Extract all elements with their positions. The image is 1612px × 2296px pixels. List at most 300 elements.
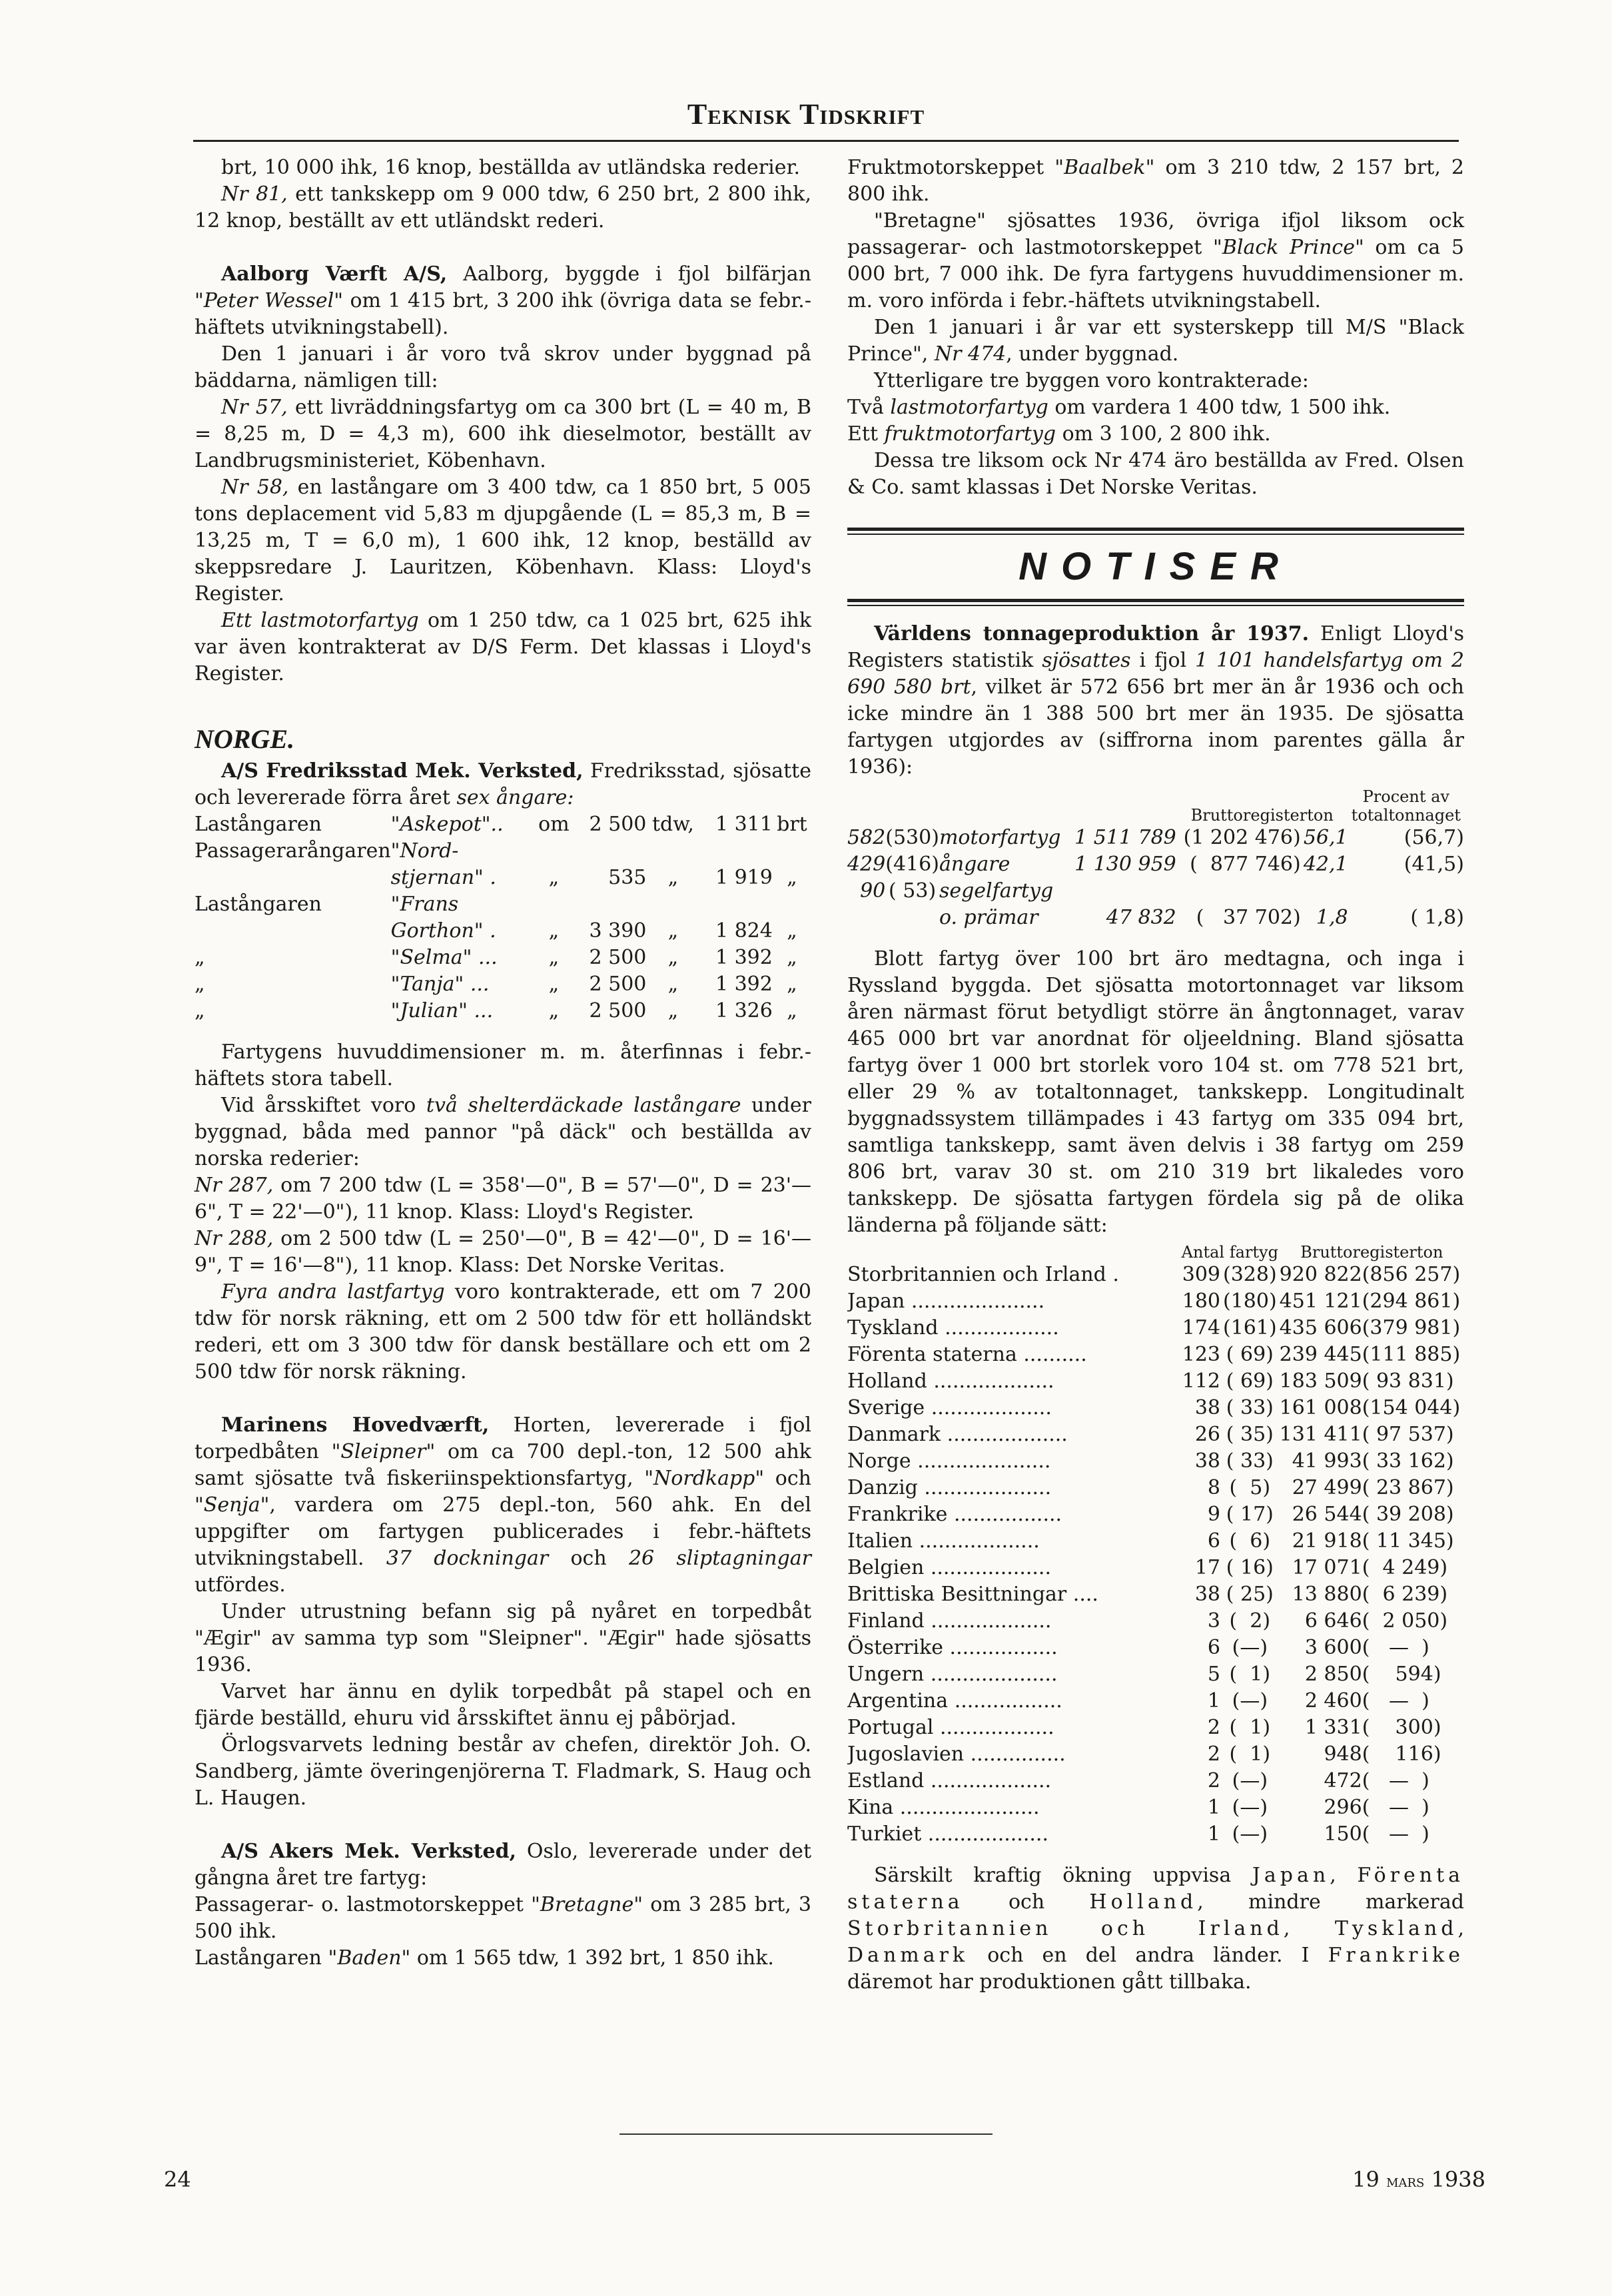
unit: brt xyxy=(777,813,807,836)
paragraph-fredriksstad: A/S Fredriksstad Mek. Verksted, Fredriksstad, sjösatte och levererade förra året sex ångare: xyxy=(195,759,811,809)
paragraph: Örlogsvarvets ledning består av chefen, direktör Joh. O. Sandberg, jämte överingenjörerna T. Fladmark, S. Haug och L. Haugen. xyxy=(195,1733,811,1810)
country-name xyxy=(847,1288,1180,1315)
ship-name: "Selma" ... xyxy=(390,946,498,969)
double-rule-bottom xyxy=(847,599,1464,606)
brt-1936 xyxy=(1176,878,1301,905)
leader-dots: .................. xyxy=(933,1716,1054,1739)
table-row xyxy=(847,878,1464,905)
notiser-header xyxy=(847,528,1464,606)
brt-1937: 3 600 xyxy=(1304,1636,1362,1659)
country-name xyxy=(847,1315,1180,1341)
country-name xyxy=(847,1555,1180,1581)
ship-count-1936: (—) xyxy=(1232,1769,1268,1792)
ship-type xyxy=(195,865,391,891)
country-name xyxy=(847,1421,1180,1448)
ship-count-1936: (—) xyxy=(1232,1796,1268,1819)
table-row xyxy=(195,865,811,891)
brt-1936: (1 202 476) xyxy=(1183,826,1301,849)
leader-dots: ..................... xyxy=(911,1449,1051,1473)
ship-count-1936: ( 1) xyxy=(1229,1716,1271,1739)
ship-name: "Julian" ... xyxy=(390,999,494,1022)
ship-count-1936: ( 6) xyxy=(1229,1529,1271,1553)
table-row xyxy=(847,1555,1464,1581)
ship-count-1937: 1 xyxy=(1207,1796,1220,1819)
count-1936: (530) xyxy=(885,826,939,849)
brt-1937: 435 606 xyxy=(1279,1316,1362,1339)
country-name xyxy=(847,1715,1180,1741)
pct-1937 xyxy=(1301,878,1348,905)
brt-1937: 17 071 xyxy=(1292,1556,1362,1579)
ship-count-1937: 112 xyxy=(1182,1369,1220,1393)
country-label: Belgien xyxy=(847,1556,925,1579)
paragraph: Nr 58, en lastångare om 3 400 tdw, ca 1 850 brt, 5 005 tons deplacement vid 5,83 m djupgående (L = 85,3 m, B = 13,25 m, T = 6,0 m), 1 600 ihk, 12 knop, beställd av skeppsredare J. Lauritzen, Köbenhavn. Klass: Lloyd's Register. xyxy=(195,476,812,605)
brt-1937: 27 499 xyxy=(1292,1476,1362,1499)
paragraph: Dessa tre liksom ock Nr 474 äro beställda av Fred. Olsen & Co. samt klassas i Det Norske Veritas. xyxy=(847,449,1464,499)
table-row xyxy=(847,1688,1464,1715)
ship-count-1937: 3 xyxy=(1207,1609,1220,1633)
country-name xyxy=(847,1528,1180,1555)
ship-count-1937: 26 xyxy=(1194,1423,1220,1446)
unit xyxy=(773,838,811,865)
leader-dots: .... xyxy=(1066,1583,1098,1606)
brt-1936: ( 93 831) xyxy=(1362,1369,1454,1393)
table-row xyxy=(847,825,1464,851)
ditto: „ xyxy=(548,919,560,943)
ship-count-1936: ( 1) xyxy=(1229,1663,1271,1686)
brt-1937: 41 993 xyxy=(1292,1449,1362,1473)
brt-1937 xyxy=(1068,878,1176,905)
table-row xyxy=(847,1475,1464,1501)
ship-count-1936: ( 69) xyxy=(1226,1343,1274,1366)
paragraph: Ytterligare tre byggen voro kontrakterade: xyxy=(874,369,1309,392)
country-label: Kina xyxy=(847,1796,894,1819)
ship-count-1937: 17 xyxy=(1194,1556,1220,1579)
count-1937: 429 xyxy=(847,853,886,876)
ship-count-1936: ( 5) xyxy=(1229,1476,1271,1499)
leader-dots: ................. xyxy=(948,1689,1062,1713)
left-column xyxy=(195,155,811,1972)
brt-1937: 26 544 xyxy=(1292,1503,1362,1526)
brt-1937: 161 008 xyxy=(1279,1396,1362,1419)
tdw-value: 3 390 xyxy=(589,919,647,943)
country-label: Storbritannien och Irland . xyxy=(847,1263,1119,1286)
paragraph: Fyra andra lastfartyg voro kontrakterade, ett om 7 200 tdw för norsk räkning, ett om 2 500 tdw för ett holländskt rederi, ett om 3 300 tdw för dansk beställare och ett om 2 500 tdw för norsk räkning. xyxy=(195,1280,812,1383)
country-label: Holland xyxy=(847,1369,927,1393)
paragraph: Vid årsskiftet voro två shelterdäckade lastångare under byggnad, båda med pannor "på däck" och beställda av norska rederier: xyxy=(195,1094,811,1170)
paragraph: "Bretagne" sjösattes 1936, övriga ifjol liksom ock passagerar- och lastmotorskeppet "Black Prince" om ca 5 000 brt, 7 000 ihk. De fyra fartygens huvuddimensioner m. m. voro införda i febr.-häftets utvikningstabell. xyxy=(847,209,1465,312)
unit: „ xyxy=(667,866,679,889)
count-1936 xyxy=(885,905,939,931)
ship-type: „ xyxy=(195,972,205,996)
ship-count-1937: 38 xyxy=(1194,1583,1220,1606)
paragraph: Nr 81, ett tankskepp om 9 000 tdw, 6 250 brt, 2 800 ihk, 12 knop, beställt av ett utländskt rederi. xyxy=(195,183,811,232)
table-row xyxy=(847,1528,1464,1555)
brt-1937: 451 121 xyxy=(1279,1290,1362,1313)
brt-1936: ( 23 867) xyxy=(1362,1476,1454,1499)
brt-1937: 131 411 xyxy=(1279,1423,1362,1446)
ship-count-1937: 2 xyxy=(1207,1742,1220,1766)
ditto: „ xyxy=(548,946,560,969)
table-row xyxy=(847,1715,1464,1741)
country-label: Sverige xyxy=(847,1396,925,1419)
brt-1936: (294 861) xyxy=(1362,1290,1461,1313)
ship-count-1937: 1 xyxy=(1207,1822,1220,1846)
brt-1937: 296 xyxy=(1324,1796,1362,1819)
ship-kind: ångare xyxy=(939,853,1010,876)
table-row xyxy=(847,1368,1464,1395)
masthead-title: Teknisk Tidskrift xyxy=(687,98,925,131)
tdw-value: 2 500 xyxy=(589,946,647,969)
ship-name: "Frans xyxy=(390,893,459,916)
ship-count-1936: ( 16) xyxy=(1226,1556,1274,1579)
country-name xyxy=(847,1635,1180,1661)
country-name xyxy=(847,1341,1180,1368)
table-row xyxy=(195,945,811,971)
brt-1936: ( 33 162) xyxy=(1362,1449,1454,1473)
ship-count-1937: 309 xyxy=(1182,1263,1220,1286)
ship-name: "Nord- xyxy=(390,839,459,863)
brt-1936: (379 981) xyxy=(1362,1316,1461,1339)
brt-value: 1 311 xyxy=(715,813,773,836)
table-row xyxy=(847,1768,1464,1794)
brt-value: 1 919 xyxy=(715,866,773,889)
leader-dots: ..................... xyxy=(905,1290,1045,1313)
paragraph: Ett lastmotorfartyg om 1 250 tdw, ca 1 025 brt, 625 ihk var även kontrakterat av D/S Ferm. Det klassas i Lloyd's Register. xyxy=(195,609,811,685)
ship-count-1936: ( 33) xyxy=(1226,1396,1274,1419)
ship-name: stjernan" . xyxy=(390,866,496,889)
ditto: „ xyxy=(548,999,560,1022)
leader-dots: ................... xyxy=(941,1423,1068,1446)
paragraph: Nr 287, om 7 200 tdw (L = 358'—0", B = 57'—0", D = 23'—6", T = 22'—0"), 11 knop. Klass: Lloyd's Register. xyxy=(195,1174,811,1224)
brt-1937: 2 850 xyxy=(1304,1663,1362,1686)
ditto xyxy=(534,891,574,918)
ship-type: Lastångaren xyxy=(195,893,322,916)
ship-count-1937: 5 xyxy=(1207,1663,1220,1686)
leader-dots: ................... xyxy=(925,1396,1052,1419)
end-rule xyxy=(619,2133,993,2135)
ship-name: "Askepot".. xyxy=(390,813,504,836)
ship-count-1936: ( 17) xyxy=(1226,1503,1274,1526)
paragraph-tonnage: Världens tonnageproduktion år 1937. Enligt Lloyd's Registers statistik sjösattes i fjol 1 101 handelsfartyg om 2 690 580 brt, vilket är 572 656 brt mer än år 1936 och och icke mindre än 1 388 500 brt mer än 1935. De sjösatta fartygen utgjordes av (siffrorna inom parentes gälla år 1936): xyxy=(847,622,1464,779)
paragraph: Under utrustning befann sig på nyåret en torpedbåt "Ægir" av samma typ som "Sleipner". "Ægir" hade sjösatts 1936. xyxy=(195,1600,811,1677)
country-table xyxy=(847,1243,1464,1848)
ship-name: "Tanja" ... xyxy=(390,972,490,996)
table-row xyxy=(195,998,811,1024)
ship-count-1937: 1 xyxy=(1207,1689,1220,1713)
country-label: Norge xyxy=(847,1449,911,1473)
ship-count-1936: (—) xyxy=(1232,1822,1268,1846)
brt-1937: 150 xyxy=(1324,1822,1362,1846)
table-row xyxy=(847,905,1464,931)
tdw-value xyxy=(574,891,646,918)
unit xyxy=(773,891,811,918)
issue-date: 19 mars 1938 xyxy=(1352,2167,1485,2192)
table-row xyxy=(847,1608,1464,1635)
country-name xyxy=(847,1262,1180,1288)
ship-type: Lastångaren xyxy=(195,813,322,836)
ship-count-1936: ( 1) xyxy=(1229,1742,1271,1766)
pct-1937: 1,8 xyxy=(1316,906,1348,929)
country-name xyxy=(847,1794,1180,1821)
brt-value xyxy=(700,891,773,918)
brt-1937: 948 xyxy=(1324,1742,1362,1766)
country-label: Italien xyxy=(847,1529,913,1553)
country-label: Jugoslavien xyxy=(847,1742,965,1766)
paragraph-aalborg: Aalborg Værft A/S, Aalborg, byggde i fjol bilfärjan "Peter Wessel" om 1 415 brt, 3 200 ihk (övriga data se febr.-häftets utvikningstabell). xyxy=(195,262,811,339)
brt-1937: 1 511 789 xyxy=(1074,826,1176,849)
paragraph: Nr 57, ett livräddningsfartyg om ca 300 brt (L = 40 m, B = 8,25 m, D = 4,3 m), 600 ihk dieselmotor, beställt av Landbrugsministeriet, Köbenhavn. xyxy=(195,396,811,472)
table-row xyxy=(847,1741,1464,1768)
table-row xyxy=(847,1262,1464,1288)
brt-1937: 47 832 xyxy=(1106,906,1176,929)
page-number: 24 xyxy=(164,2167,191,2192)
ship-kind: segelfartyg xyxy=(939,879,1054,903)
country-name xyxy=(847,1501,1180,1528)
pct-1937: 42,1 xyxy=(1303,853,1348,876)
leader-dots: ................. xyxy=(947,1503,1062,1526)
brt-1936: ( 594) xyxy=(1362,1663,1441,1686)
brt-1936: ( 37 702) xyxy=(1196,906,1301,929)
paragraph: Varvet har ännu en dylik torpedbåt på stapel och en fjärde beställd, ehuru vid årsskiftet ännu ej påbörjad. xyxy=(195,1680,811,1730)
brt-1937: 2 460 xyxy=(1304,1689,1362,1713)
brt-value: 1 392 xyxy=(715,972,773,996)
double-rule-top xyxy=(847,528,1464,535)
country-label: Förenta staterna xyxy=(847,1343,1017,1366)
brt-1936: ( 39 208) xyxy=(1362,1503,1454,1526)
unit: tdw, xyxy=(651,813,694,836)
ship-type: Passagerarångaren xyxy=(195,839,391,863)
paragraph: Fruktmotorskeppet "Baalbek" om 3 210 tdw, 2 157 brt, 2 800 ihk. xyxy=(847,156,1464,206)
count-1937: 582 xyxy=(847,826,886,849)
ship-count-1937: 123 xyxy=(1182,1343,1220,1366)
leader-dots: ................... xyxy=(924,1769,1052,1792)
country-label: Finland xyxy=(847,1609,925,1633)
brt-1936: ( — ) xyxy=(1362,1689,1429,1713)
paragraph: Två lastmotorfartyg om vardera 1 400 tdw, 1 500 ihk. xyxy=(847,396,1391,419)
table-row xyxy=(847,1821,1464,1848)
paragraph: Ett fruktmotorfartyg om 3 100, 2 800 ihk. xyxy=(847,422,1271,446)
brt-1937: 13 880 xyxy=(1292,1583,1362,1606)
brt-1936: ( — ) xyxy=(1362,1769,1429,1792)
tdw-value: 2 500 xyxy=(589,972,647,996)
ship-kind: motorfartyg xyxy=(939,826,1061,849)
brt-1937: 1 130 959 xyxy=(1074,853,1176,876)
ditto xyxy=(534,838,574,865)
country-label: Danmark xyxy=(847,1423,941,1446)
unit: „ xyxy=(667,972,679,996)
table-row xyxy=(847,1661,1464,1688)
brt-1936: ( — ) xyxy=(1362,1636,1429,1659)
table-row xyxy=(847,1341,1464,1368)
country-name xyxy=(847,1368,1180,1395)
header-bruttoregisterton: Bruttoregisterton xyxy=(1190,806,1334,825)
fredriksstad-ship-table xyxy=(195,811,811,1024)
table-row xyxy=(195,838,811,865)
ship-count-1936: (—) xyxy=(1232,1636,1268,1659)
ship-count-1937: 9 xyxy=(1207,1503,1220,1526)
country-label: Argentina xyxy=(847,1689,949,1713)
brt-1936: ( 11 345) xyxy=(1362,1529,1454,1553)
count-1936: (416) xyxy=(885,853,939,876)
paragraph: Fartygens huvuddimensioner m. m. återfinnas i febr.-häftets stora tabell. xyxy=(195,1040,811,1090)
tdw-value: 2 500 xyxy=(589,999,647,1022)
pct-1936 xyxy=(1348,878,1464,905)
country-name xyxy=(847,1395,1180,1421)
brt-value: 1 326 xyxy=(715,999,773,1022)
brt-1936: ( 116) xyxy=(1362,1742,1441,1766)
brt-1936: ( 877 746) xyxy=(1190,853,1301,876)
ship-type: „ xyxy=(195,946,205,969)
brt-value xyxy=(700,838,773,865)
ship-count-1936: (161) xyxy=(1222,1316,1277,1339)
paragraph: Nr 288, om 2 500 tdw (L = 250'—0", B = 42'—0", D = 16'—9", T = 16'—8"), 11 knop. Klass: Det Norske Veritas. xyxy=(195,1227,811,1277)
paragraph: Lastångaren "Baden" om 1 565 tdw, 1 392 brt, 1 850 ihk. xyxy=(195,1946,774,1970)
country-name xyxy=(847,1448,1180,1475)
table-row xyxy=(847,1501,1464,1528)
table-row xyxy=(847,851,1464,878)
ship-count-1937: 6 xyxy=(1207,1529,1220,1553)
tdw-value: 535 xyxy=(608,866,647,889)
notiser-title: NOTISER xyxy=(1018,545,1293,588)
leader-dots: ................... xyxy=(924,1609,1052,1633)
table-row xyxy=(847,1315,1464,1341)
country-name xyxy=(847,1741,1180,1768)
count-1937: 90 xyxy=(860,879,886,903)
table-row xyxy=(847,1288,1464,1315)
ditto: om xyxy=(538,813,570,836)
unit xyxy=(646,838,699,865)
country-label: Österrike xyxy=(847,1636,944,1659)
country-label: Japan xyxy=(847,1290,905,1313)
table-row xyxy=(847,1421,1464,1448)
brt-1937: 1 331 xyxy=(1304,1716,1362,1739)
table-row xyxy=(195,811,811,838)
ship-count-1937: 2 xyxy=(1207,1769,1220,1792)
header-bruttoregisterton: Bruttoregisterton xyxy=(1300,1243,1443,1262)
ship-count-1936: (180) xyxy=(1222,1290,1277,1313)
count-1936: ( 53) xyxy=(889,879,937,903)
country-label: Portugal xyxy=(847,1716,934,1739)
country-name xyxy=(847,1608,1180,1635)
ship-type-table xyxy=(847,787,1464,931)
table-row xyxy=(847,1448,1464,1475)
ship-count-1937: 2 xyxy=(1207,1716,1220,1739)
ship-count-1937: 180 xyxy=(1182,1290,1220,1313)
brt-1936: (154 044) xyxy=(1362,1396,1461,1419)
brt-1936: ( 2 050) xyxy=(1362,1609,1448,1633)
unit: „ xyxy=(787,866,797,889)
table-row xyxy=(847,1635,1464,1661)
ship-count-1936: ( 69) xyxy=(1226,1369,1274,1393)
country-label: Turkiet xyxy=(847,1822,922,1846)
unit: „ xyxy=(667,999,679,1022)
section-heading-norge: NORGE. xyxy=(195,724,295,754)
leader-dots: ................... xyxy=(924,1556,1052,1579)
header-antal-fartyg: Antal fartyg xyxy=(1181,1243,1278,1262)
paragraph: brt, 10 000 ihk, 16 knop, beställda av utländska rederier. xyxy=(221,156,801,179)
paragraph-conclusion: Särskilt kraftig ökning uppvisa Japan, Förenta staterna och Holland, mindre markerad Storbritannien och Irland, Tyskland, Danmark och en del andra länder. I Frankrike däremot har produktionen gått tillbaka. xyxy=(847,1864,1465,1994)
paragraph: Den 1 januari i år voro två skrov under byggnad på bäddarna, nämligen till: xyxy=(195,342,811,392)
paragraph-akers: A/S Akers Mek. Verksted, Oslo, levererade under det gångna året tre fartyg: xyxy=(195,1840,811,1890)
pct-1937: 56,1 xyxy=(1303,826,1348,849)
ship-count-1936: (—) xyxy=(1232,1689,1268,1713)
pct-1936: (56,7) xyxy=(1404,826,1464,849)
count-1937 xyxy=(847,905,885,931)
ditto: „ xyxy=(548,866,560,889)
ship-type: „ xyxy=(195,999,205,1022)
pct-1936: ( 1,8) xyxy=(1410,906,1464,929)
brt-1936: (856 257) xyxy=(1362,1263,1461,1286)
leader-dots: ................... xyxy=(913,1529,1040,1553)
tdw-value xyxy=(574,838,646,865)
paragraph: Den 1 januari i år var ett systerskepp till M/S "Black Prince", Nr 474, under byggnad. xyxy=(847,316,1464,366)
paragraph-marinens: Marinens Hovedværft, Horten, levererade i fjol torpedbåten "Sleipner" om ca 700 depl.-ton, 12 500 ahk samt sjösatte två fiskeriinspektionsfartyg, "Nordkapp" och "Senja", vardera om 275 depl.-ton, 560 ahk. En del uppgifter om fartygen publicerades i febr.-häftets utvikningstabell. 37 dockningar och 26 sliptagningar utfördes. xyxy=(195,1413,812,1597)
header-procent: Procent av totaltonnaget xyxy=(1351,787,1461,825)
unit: „ xyxy=(787,972,797,996)
ship-count-1937: 8 xyxy=(1207,1476,1220,1499)
ditto: „ xyxy=(548,972,560,996)
leader-dots: ................... xyxy=(921,1822,1048,1846)
brt-1936: (111 885) xyxy=(1362,1343,1461,1366)
leader-dots: ...................... xyxy=(893,1796,1040,1819)
table-row xyxy=(847,1581,1464,1608)
right-column xyxy=(847,155,1464,1996)
country-name xyxy=(847,1661,1180,1688)
country-name xyxy=(847,1688,1180,1715)
unit: „ xyxy=(787,946,797,969)
leader-dots: ................... xyxy=(927,1369,1054,1393)
country-name xyxy=(847,1768,1180,1794)
ship-count-1937: 174 xyxy=(1182,1316,1220,1339)
brt-1936: ( 97 537) xyxy=(1362,1423,1454,1446)
table-row xyxy=(195,891,811,918)
table-row xyxy=(195,971,811,998)
ship-count-1936: ( 35) xyxy=(1226,1423,1274,1446)
leader-dots: .................. xyxy=(938,1316,1059,1339)
table-row xyxy=(195,918,811,945)
pct-1936: (41,5) xyxy=(1404,853,1464,876)
ship-type xyxy=(195,918,391,945)
table-row xyxy=(847,1794,1464,1821)
country-label: Estland xyxy=(847,1769,925,1792)
country-name xyxy=(847,1475,1180,1501)
leader-dots: .......... xyxy=(1016,1343,1087,1366)
country-label: Brittiska Besittningar xyxy=(847,1583,1067,1606)
paragraph: Passagerar- o. lastmotorskeppet "Bretagne" om 3 285 brt, 3 500 ihk. xyxy=(195,1893,811,1943)
country-label: Frankrike xyxy=(847,1503,948,1526)
leader-dots: .................... xyxy=(924,1663,1058,1686)
unit: „ xyxy=(667,946,679,969)
leader-dots: .................... xyxy=(917,1476,1052,1499)
unit xyxy=(646,891,699,918)
country-label: Danzig xyxy=(847,1476,918,1499)
unit: „ xyxy=(667,919,679,943)
tdw-value: 2 500 xyxy=(589,813,647,836)
ship-count-1937: 38 xyxy=(1194,1396,1220,1419)
leader-dots: ................. xyxy=(943,1636,1058,1659)
ship-name: Gorthon" . xyxy=(390,919,496,943)
brt-1937: 920 822 xyxy=(1279,1263,1362,1286)
masthead-rule xyxy=(193,140,1459,142)
table-row xyxy=(847,1395,1464,1421)
brt-1936: ( 4 249) xyxy=(1362,1556,1448,1579)
brt-1937: 472 xyxy=(1324,1769,1362,1792)
brt-1936: ( 6 239) xyxy=(1362,1583,1448,1606)
ship-count-1936: (328) xyxy=(1222,1263,1277,1286)
brt-value: 1 392 xyxy=(715,946,773,969)
ship-count-1937: 6 xyxy=(1207,1636,1220,1659)
brt-1937: 239 445 xyxy=(1279,1343,1362,1366)
